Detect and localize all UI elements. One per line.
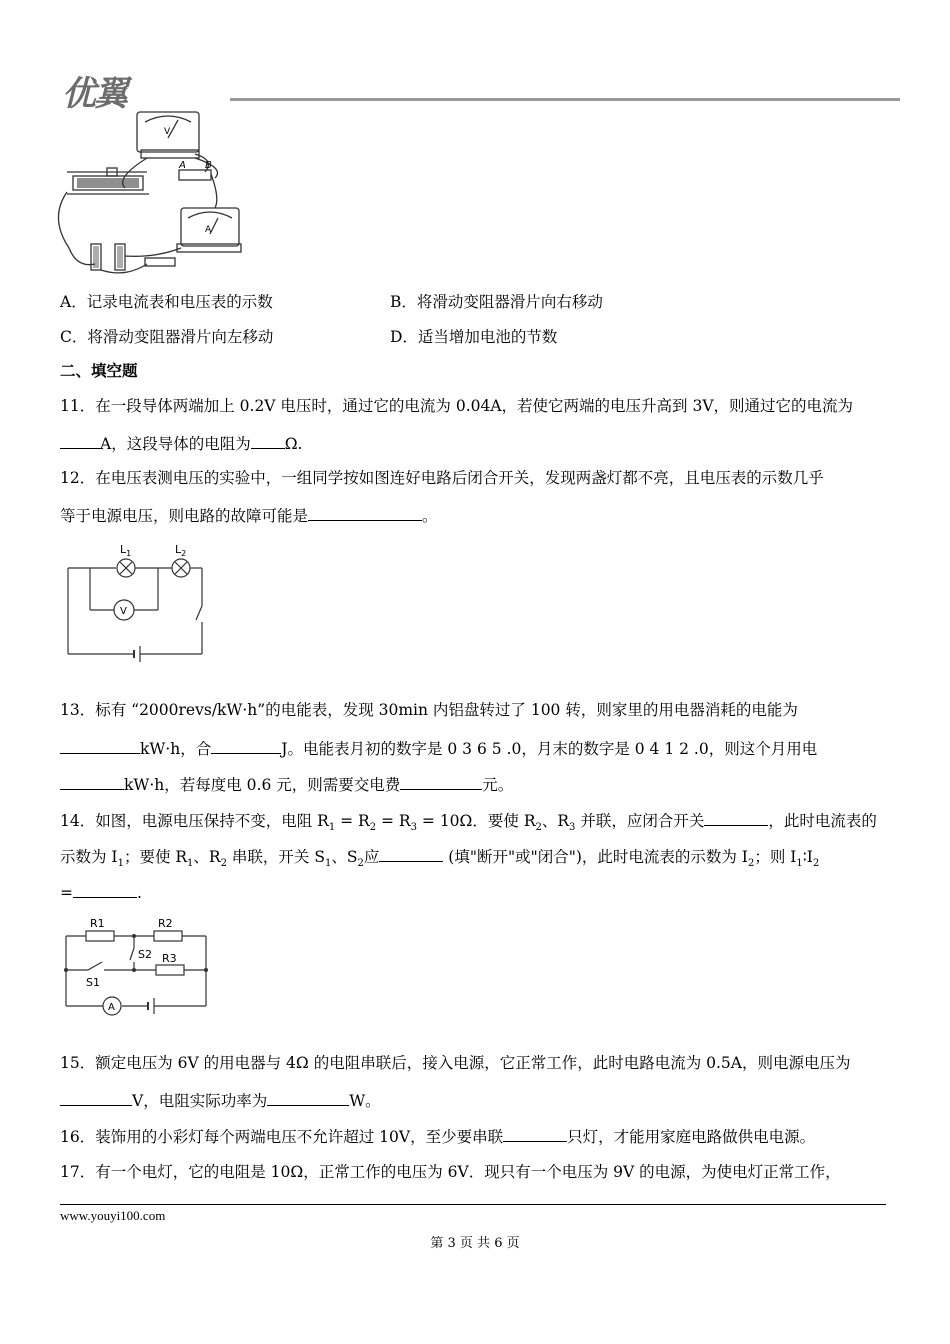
terminal-a-label: A (179, 160, 186, 171)
blank[interactable] (267, 1090, 349, 1106)
q13-line3: kW·h，若每度电 0.6 元，则需要交电费 元。 (60, 774, 513, 795)
resistor-r3 (156, 965, 184, 975)
q11-line1: 11．在一段导体两端加上 0.2V 电压时，通过它的电流为 0.04A，若使它两端的电压升高到 3V，则通过它的电流为 (60, 397, 854, 415)
blank[interactable] (60, 1090, 132, 1106)
label-r2: R2 (158, 917, 173, 930)
label-r1: R1 (90, 917, 105, 930)
q14-line3: = . (60, 884, 142, 902)
ammeter-label: A (205, 225, 212, 235)
q14-line1: 14．如图，电源电压保持不变，电阻 $R_1 = R_2 = R_3 = 10\Omega$．要使 $R_2$、$R_3$ 并联，应闭合开关 ，此时电流表的 (60, 812, 877, 834)
blank[interactable] (211, 738, 281, 754)
switch-s1 (88, 962, 102, 970)
label-r3: R3 (162, 952, 177, 965)
blank[interactable] (503, 1126, 567, 1142)
q13-line2: kW·h，合 J。电能表月初的数字是 0 3 6 5 .0，月末的数字是 0 4 1 2 .0，则这个月用电 (60, 738, 817, 759)
blank[interactable] (60, 774, 124, 790)
label-l2: $L_2$ (175, 543, 187, 558)
footer-rule (60, 1204, 886, 1205)
circuit-diagram-3 (58, 914, 218, 1024)
switch-s2 (130, 948, 134, 960)
blank[interactable] (400, 774, 482, 790)
section-title: 二、填空题 (60, 361, 138, 380)
option-d: D．适当增加电池的节数 (390, 328, 558, 346)
blank[interactable] (308, 505, 422, 521)
voltmeter-label: V (120, 606, 127, 617)
terminal-b-label: B (205, 160, 212, 171)
circuit-illustration-1 (55, 108, 255, 280)
logo: 优翼 (62, 74, 126, 114)
q12-line2: 等于电源电压，则电路的故障可能是 。 (60, 507, 438, 525)
option-c: C．将滑动变阻器滑片向左移动 (60, 328, 274, 346)
label-s1: S1 (86, 976, 100, 989)
blank[interactable] (60, 738, 140, 754)
q14-line2: 示数为 $I_1$；要使 $R_1$、$R_2$ 串联，开关 $S_1$、$S_2$应 (填"断开"或"闭合")，此时电流表的示数为 $I_2$；则 $I_1∶I_2$ (60, 848, 820, 870)
q15-line1: 15．额定电压为 6V 的用电器与 4Ω 的电阻串联后，接入电源，它正常工作，此时电路电流为 0.5A，则电源电压为 (60, 1054, 851, 1072)
voltmeter-label: V (164, 127, 171, 137)
q17-line1: 17．有一个电灯，它的电阻是 10Ω，正常工作的电压为 6V．现只有一个电压为 9V 的电源，为使电灯正常工作， (60, 1163, 841, 1181)
blank[interactable] (251, 433, 285, 449)
q15-line2: V，电阻实际功率为 W。 (60, 1090, 381, 1111)
label-l1: $L_1$ (120, 543, 132, 558)
label-s2: S2 (138, 948, 152, 961)
blank[interactable] (379, 846, 443, 862)
footer-url: www.youyi100.com (60, 1208, 166, 1223)
resistor-r1 (86, 931, 114, 941)
ammeter-label: A (108, 1002, 115, 1013)
option-b: B．将滑动变阻器滑片向右移动 (390, 293, 603, 311)
q11-line2: A，这段导体的电阻为 Ω. (60, 433, 302, 454)
q13-line1: 13．标有 “2000revs/kW·h”的电能表，发现 30min 内铝盘转过了 100 转，则家里的用电器消耗的电能为 (60, 701, 798, 719)
blank[interactable] (704, 810, 768, 826)
header-rule (230, 98, 900, 101)
switch (145, 258, 175, 266)
blank[interactable] (60, 433, 100, 449)
page-number: 第 3 页 共 6 页 (430, 1236, 520, 1251)
q12-line1: 12．在电压表测电压的实验中，一组同学按如图连好电路后闭合开关，发现两盏灯都不亮，且电压表的示数几乎 (60, 469, 824, 487)
blank[interactable] (73, 882, 137, 898)
circuit-diagram-2 (60, 536, 220, 666)
option-a: A．记录电流表和电压表的示数 (60, 293, 273, 311)
q16-line1: 16．装饰用的小彩灯每个两端电压不允许超过 10V，至少要串联 只灯，才能用家庭电路做供电电源。 (60, 1128, 816, 1146)
resistor-r2 (154, 931, 182, 941)
